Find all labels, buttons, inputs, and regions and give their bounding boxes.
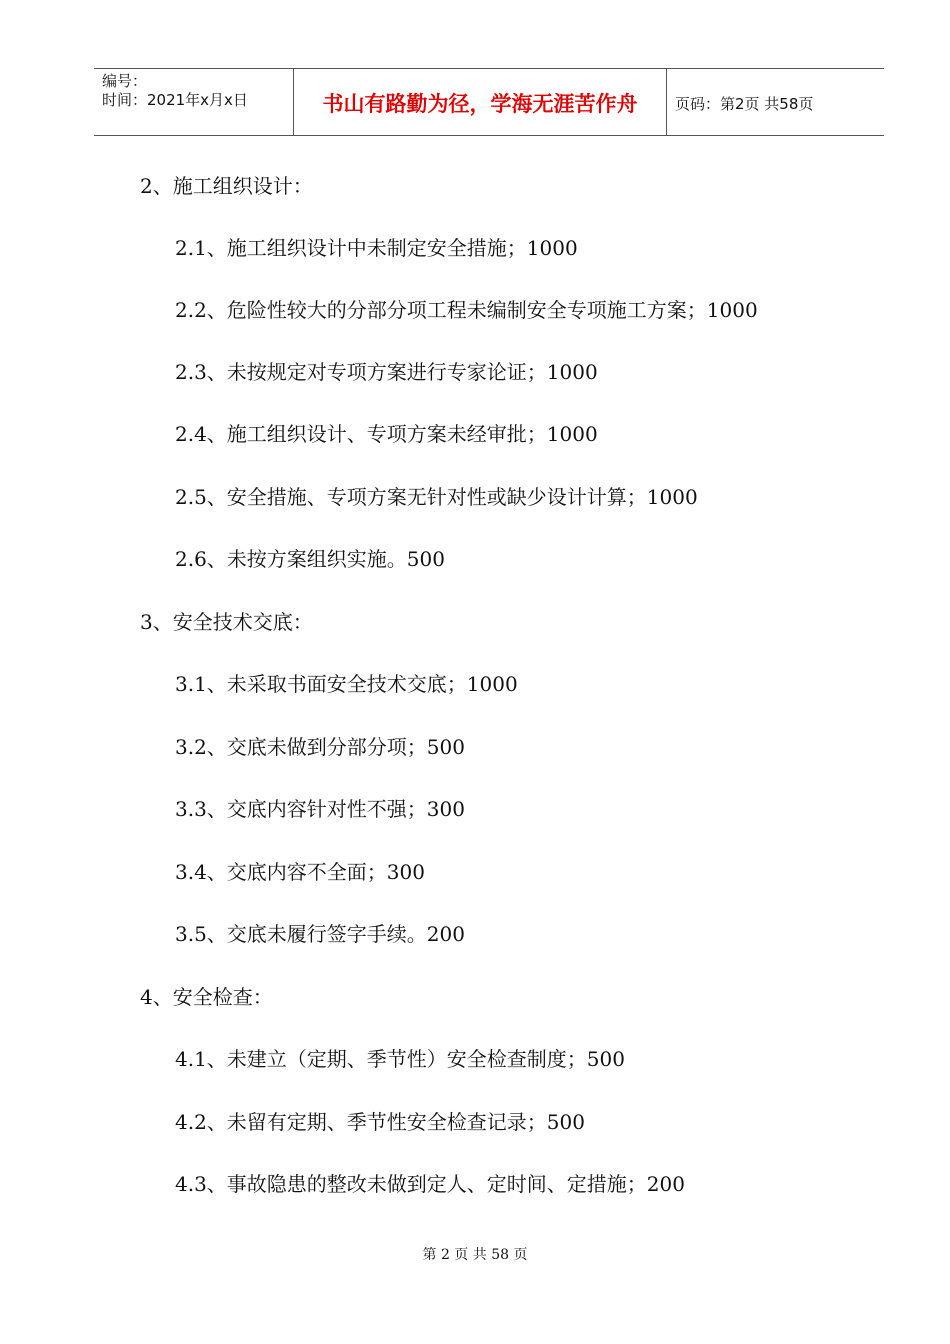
- section-heading: 3、安全技术交底：: [140, 610, 313, 634]
- list-item: 3.5、交底未履行签字手续。200: [175, 922, 465, 946]
- time-label: 时间：2021年x月x日: [102, 91, 248, 109]
- section-heading: 4、安全检查：: [140, 985, 273, 1009]
- header-meta-cell: [94, 69, 294, 135]
- list-item: 3.2、交底未做到分部分项；500: [175, 735, 465, 759]
- page-header: [94, 68, 884, 136]
- list-item: 2.1、施工组织设计中未制定安全措施；1000: [175, 236, 578, 260]
- section-heading: 2、施工组织设计：: [140, 174, 313, 198]
- list-item: 2.6、未按方案组织实施。500: [175, 547, 445, 571]
- header-slogan-cell: [294, 69, 667, 135]
- list-item: 2.3、未按规定对专项方案进行专家论证；1000: [175, 360, 598, 384]
- serial-number-label: 编号：: [102, 72, 148, 90]
- list-item: 3.3、交底内容针对性不强；300: [175, 797, 465, 821]
- list-item: 2.5、安全措施、专项方案无针对性或缺少设计计算；1000: [175, 485, 698, 509]
- list-item: 2.4、施工组织设计、专项方案未经审批；1000: [175, 422, 598, 446]
- header-slogan: 书山有路勤为径，学海无涯苦作舟: [322, 92, 638, 116]
- header-page-info: 页码：第2页 共58页: [675, 95, 814, 113]
- list-item: 2.2、危险性较大的分部分项工程未编制安全专项施工方案；1000: [175, 298, 758, 322]
- header-page-cell: [667, 69, 884, 135]
- list-item: 4.2、未留有定期、季节性安全检查记录；500: [175, 1110, 585, 1134]
- page-footer: 第 2 页 共 58 页: [422, 1247, 528, 1263]
- list-item: 4.1、未建立（定期、季节性）安全检查制度；500: [175, 1047, 625, 1071]
- list-item: 4.3、事故隐患的整改未做到定人、定时间、定措施；200: [175, 1172, 685, 1196]
- list-item: 3.4、交底内容不全面；300: [175, 860, 425, 884]
- list-item: 3.1、未采取书面安全技术交底；1000: [175, 672, 518, 696]
